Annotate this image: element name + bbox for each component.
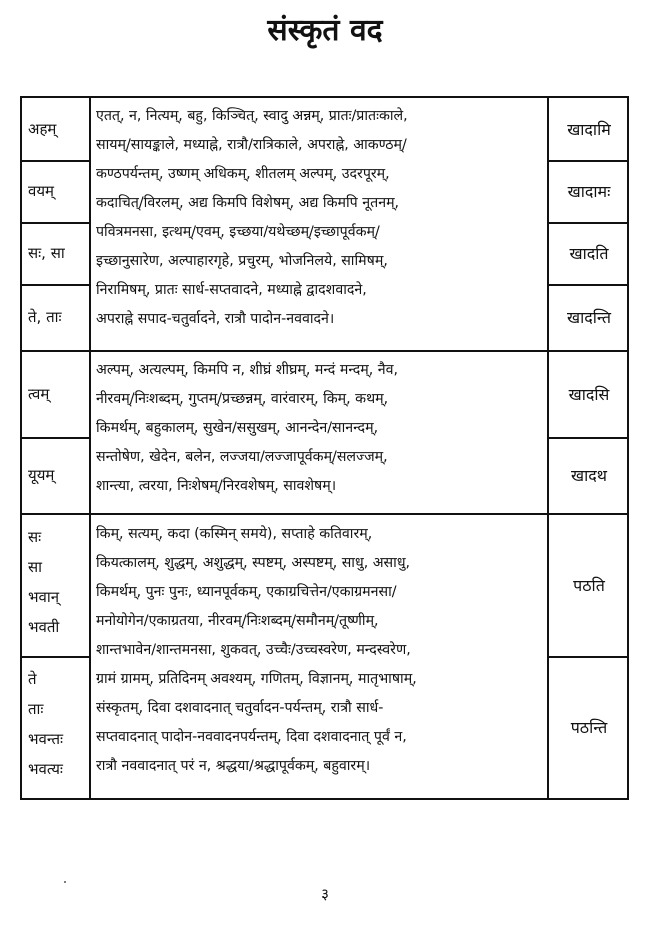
pronoun-cell: सः, सा (28, 244, 65, 262)
phrase-line: निरामिषम्, प्रातः सार्ध-सप्तवादने, मध्याह्ने द्वादशवादने, (96, 282, 367, 298)
vocabulary-table (20, 96, 629, 800)
phrase-line: किम्, सत्यम्, कदा (कस्मिन् समये), सप्ताहे कतिवारम्, (96, 526, 373, 542)
pronoun: भवान् (28, 588, 60, 606)
pronoun: सः (28, 528, 42, 546)
phrase-line: किमर्थम्, पुनः पुनः, ध्यानपूर्वकम्, एकाग्रचित्तेन/एकाग्रमनसा/ (96, 584, 397, 600)
verb-cell: पठति (573, 575, 605, 595)
phrase-line: किमर्थम्, बहुकालम्, सुखेन/ससुखम्, आनन्देन/सानन्दम्, (96, 420, 379, 436)
pronoun-cell: त्वम् (28, 384, 50, 403)
row-divider (22, 656, 89, 658)
page-number: ३ (321, 885, 329, 903)
phrase-line: संस्कृतम्, दिवा दशवादनात् चतुर्वादन-पर्यन्तम्, रात्रौ सार्ध- (96, 700, 384, 716)
phrase-line: शान्तभावेन/शान्तमनसा, शुकवत्, उच्चैः/उच्चस्वरेण, मन्दस्वरेण, (96, 642, 411, 658)
verb-cell: पठन्ति (570, 718, 608, 737)
pronoun-cell: यूयम् (28, 466, 55, 484)
pronoun: ते (28, 670, 37, 688)
pronoun: सा (28, 558, 43, 576)
phrase-line: अपराह्ने सपाद-चतुर्वादने, रात्रौ पादोन-नववादने। (96, 311, 335, 327)
phrase-line: नीरवम्/निःशब्दम्, गुप्तम्/प्रच्छन्नम्, वारंवारम्, किम्, कथम्, (96, 391, 389, 407)
pronoun-cell (24, 664, 87, 784)
phrase-line: कियत्कालम्, शुद्धम्, अशुद्धम्, स्पष्टम्, अस्पष्टम्, साधु, असाधु, (96, 555, 411, 571)
phrase-block (94, 520, 544, 781)
phrase-line: सन्तोषेण, खेदेन, बलेन, लज्जया/लज्जापूर्वकम्/सलज्जम्, (96, 449, 388, 465)
phrase-block (94, 102, 544, 334)
verb-cell: खादति (569, 244, 609, 263)
pronoun: भवती (28, 618, 60, 636)
verb-cell: खादामि (567, 120, 611, 139)
pronoun-cell (24, 522, 87, 642)
pronoun-cell: अहम् (28, 120, 57, 138)
phrase-line: शान्त्या, त्वरया, निःशेषम्/निरवशेषम्, सावशेषम्। (96, 478, 337, 494)
verb-cell: खादन्ति (567, 308, 611, 327)
phrase-line: सायम्/सायङ्काले, मध्याह्ने, रात्रौ/रात्रिकाले, अपराह्ने, आकण्ठम्/ (96, 137, 407, 153)
pronoun: भवन्तः (28, 730, 64, 748)
pronoun: ताः (28, 700, 44, 718)
phrase-line: ग्रामं ग्रामम्, प्रतिदिनम् अवश्यम्, गणितम्, विज्ञानम्, मातृभाषाम्, (96, 671, 417, 687)
pronoun-cell: वयम् (28, 182, 55, 200)
group-divider (22, 513, 627, 515)
phrase-line: पवित्रमनसा, इत्थम्/एवम्, इच्छया/यथेच्छम्/इच्छापूर्वकम्/ (96, 224, 380, 240)
phrase-line: अल्पम्, अत्यल्पम्, किमपि न, शीघ्रं शीघ्रम्, मन्दं मन्दम्, नैव, (96, 362, 399, 378)
verb-cell: खादथ (571, 466, 607, 485)
phrase-line: कण्ठपर्यन्तम्, उष्णम् अधिकम्, शीतलम् अल्पम्, उदरपूरम्, (96, 166, 390, 182)
column-divider (89, 98, 91, 798)
phrase-line: सप्तवादनात् पादोन-नववादनपर्यन्तम्, दिवा दशवादनात् पूर्वं न, (96, 729, 407, 745)
group-divider (22, 350, 627, 352)
page-title: संस्कृतं वद (267, 13, 383, 48)
phrase-line: रात्रौ नववादनात् परं न, श्रद्धया/श्रद्धापूर्वकम्, बहुवारम्। (96, 758, 371, 774)
pronoun: भवत्यः (28, 760, 63, 778)
phrase-block (94, 356, 544, 501)
pronoun-cell: ते, ताः (28, 308, 62, 326)
print-speck (64, 881, 66, 883)
verb-cell: खादसि (568, 384, 610, 404)
phrase-line: एतत्, न, नित्यम्, बहु, किञ्चित्, स्वादु अन्नम्, प्रातः/प्रातःकाले, (96, 108, 408, 124)
phrase-line: इच्छानुसारेण, अल्पाहारगृहे, प्रचुरम्, भोजनिलये, सामिषम्, (96, 253, 388, 269)
phrase-line: कदाचित्/विरलम्, अद्य किमपि विशेषम्, अद्य किमपि नूतनम्, (96, 195, 400, 211)
phrase-line: मनोयोगेन/एकाग्रतया, नीरवम्/निःशब्दम्/समौनम्/तूष्णीम्, (96, 613, 379, 629)
verb-cell: खादामः (567, 182, 611, 201)
